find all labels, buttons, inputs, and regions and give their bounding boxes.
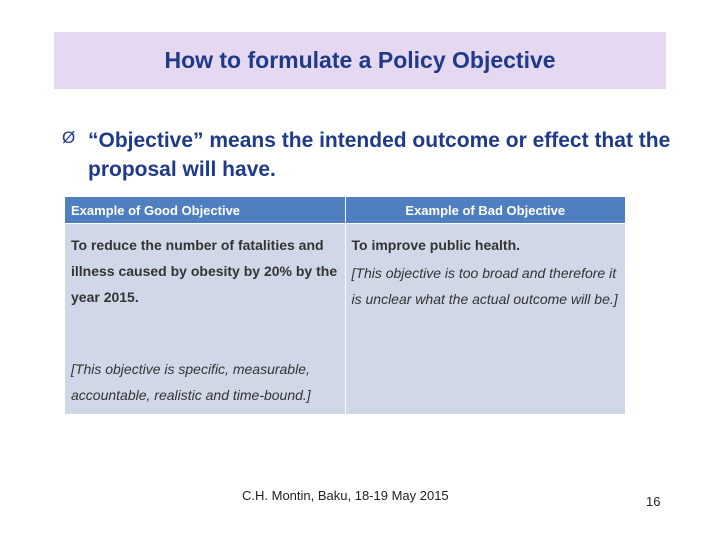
page-number: 16 (646, 494, 661, 509)
bullet-arrow-icon: Ø (62, 128, 76, 147)
table-row (65, 224, 626, 415)
good-objective-text: To reduce the number of fatalities and illness caused by obesity by 20% by the year 2015. (71, 237, 338, 305)
good-objective-note: [This objective is specific, measurable, accountable, realistic and time-bound.] (71, 361, 311, 403)
slide-footer: C.H. Montin, Baku, 18-19 May 2015 (242, 488, 449, 503)
objective-definition: “Objective” means the intended outcome or effect that the proposal will have. (88, 129, 671, 181)
bad-objective-note: [This objective is too broad and therefore it is unclear what the actual outcome will be.] (351, 265, 618, 307)
title-banner (54, 32, 666, 89)
good-objective-header: Example of Good Objective (65, 197, 346, 224)
slide-title: How to formulate a Policy Objective (164, 47, 556, 73)
table-header-row (65, 197, 626, 224)
bad-objective-text: To improve public health. (351, 237, 521, 253)
good-objective-cell (65, 224, 346, 415)
bad-objective-cell (345, 224, 626, 415)
bad-objective-header: Example of Bad Objective (345, 197, 626, 224)
objective-examples-table (64, 196, 626, 415)
